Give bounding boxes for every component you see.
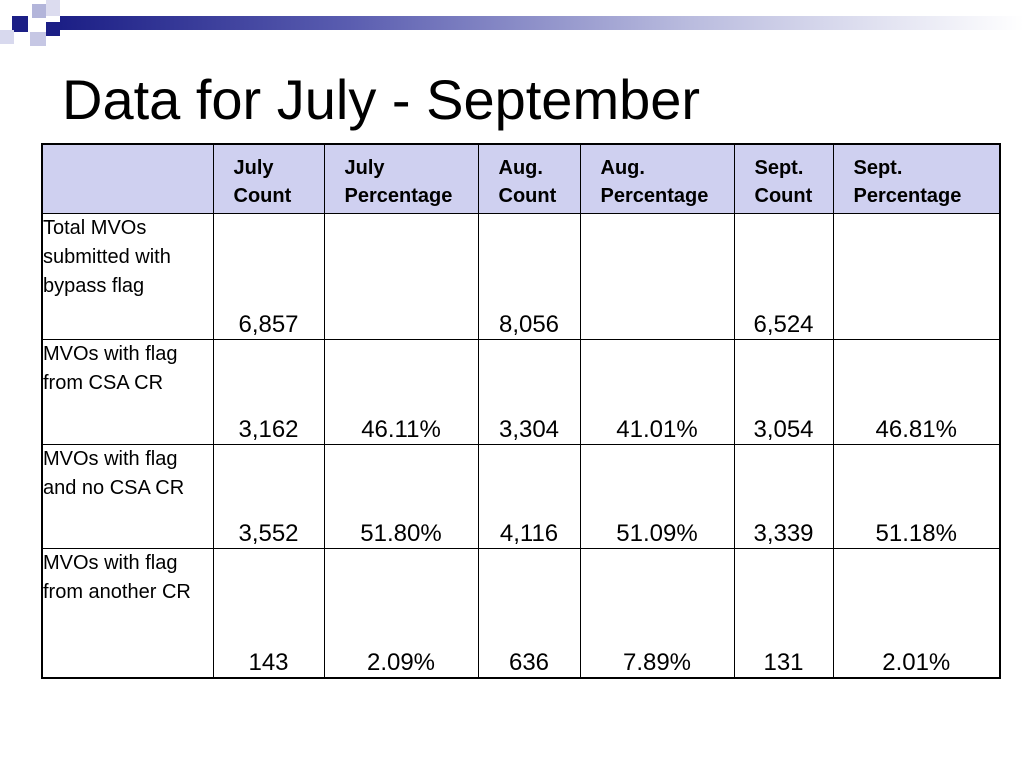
column-header-sept-count: Sept. Count xyxy=(734,144,833,213)
table-row xyxy=(42,213,1000,339)
column-header-july-percentage: July Percentage xyxy=(324,144,478,213)
decorative-square xyxy=(46,0,60,16)
column-header-blank xyxy=(42,144,213,213)
table-row xyxy=(42,548,1000,678)
table-row xyxy=(42,444,1000,548)
table-cell: 41.01% xyxy=(580,339,734,444)
table-cell xyxy=(580,213,734,339)
table-cell xyxy=(324,213,478,339)
table-cell: 6,524 xyxy=(734,213,833,339)
table-cell: 636 xyxy=(478,548,580,678)
table-cell: 3,162 xyxy=(213,339,324,444)
table-cell: 3,304 xyxy=(478,339,580,444)
table-cell: 3,339 xyxy=(734,444,833,548)
table-cell: 2.09% xyxy=(324,548,478,678)
data-table xyxy=(41,143,1001,679)
table-cell: 46.11% xyxy=(324,339,478,444)
table-cell: 2.01% xyxy=(833,548,1000,678)
table-cell: 6,857 xyxy=(213,213,324,339)
table-cell: 46.81% xyxy=(833,339,1000,444)
table-cell: 7.89% xyxy=(580,548,734,678)
decorative-square xyxy=(46,22,60,36)
decorative-square xyxy=(0,30,14,44)
column-header-sept-percentage: Sept. Percentage xyxy=(833,144,1000,213)
row-label: MVOs with flag and no CSA CR xyxy=(42,444,213,548)
table-cell: 51.80% xyxy=(324,444,478,548)
table-cell xyxy=(833,213,1000,339)
table-cell: 4,116 xyxy=(478,444,580,548)
table-cell: 3,552 xyxy=(213,444,324,548)
slide-title: Data for July - September xyxy=(62,68,701,131)
row-label: MVOs with flag from CSA CR xyxy=(42,339,213,444)
row-label: MVOs with flag from another CR xyxy=(42,548,213,678)
table-header-row xyxy=(42,144,1000,213)
table-cell: 51.09% xyxy=(580,444,734,548)
decorative-square xyxy=(32,4,46,18)
decorative-square xyxy=(30,32,46,46)
table-cell: 8,056 xyxy=(478,213,580,339)
decorative-square xyxy=(12,16,28,32)
table-row xyxy=(42,339,1000,444)
table-cell: 131 xyxy=(734,548,833,678)
column-header-july-count: July Count xyxy=(213,144,324,213)
row-label: Total MVOs submitted with bypass flag xyxy=(42,213,213,339)
column-header-aug-percentage: Aug. Percentage xyxy=(580,144,734,213)
column-header-aug-count: Aug. Count xyxy=(478,144,580,213)
table-cell: 143 xyxy=(213,548,324,678)
header-gradient-bar xyxy=(60,16,1024,30)
table-cell: 51.18% xyxy=(833,444,1000,548)
table-cell: 3,054 xyxy=(734,339,833,444)
